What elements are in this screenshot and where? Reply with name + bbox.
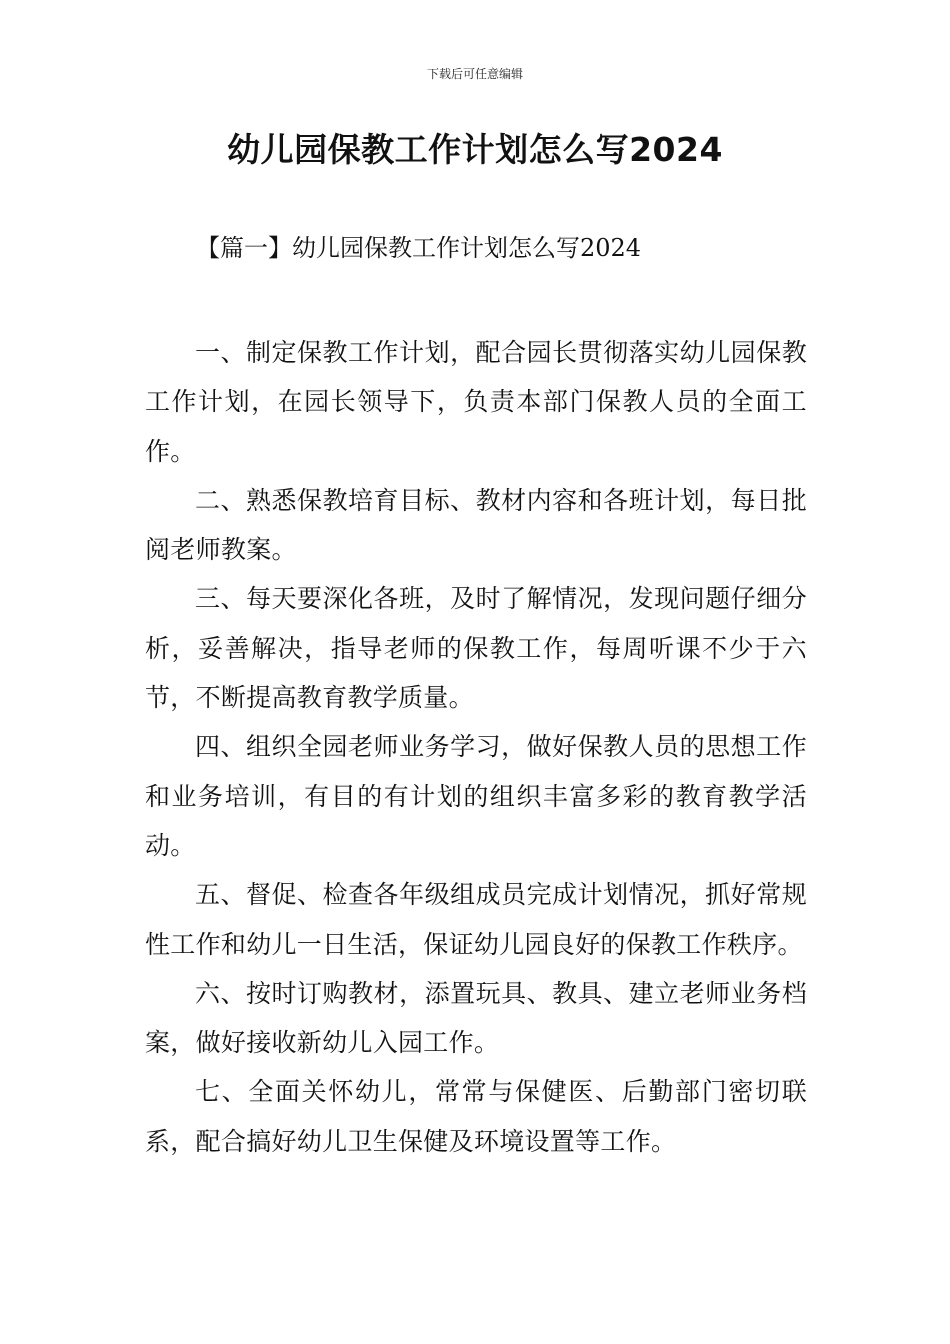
paragraph-4: 四、组织全园老师业务学习，做好保教人员的思想工作和业务培训，有目的有计划的组织丰富多彩的教育教学活动。 [145, 732, 807, 860]
document-title: 幼儿园保教工作计划怎么写2024 [227, 130, 723, 169]
paragraph-7: 七、全面关怀幼儿，常常与保健医、后勤部门密切联系，配合搞好幼儿卫生保健及环境设置等工作。 [145, 1077, 807, 1156]
section-heading: 【篇一】幼儿园保教工作计划怎么写2024 [196, 234, 642, 262]
document-body [145, 328, 807, 1166]
paragraph-5: 五、督促、检查各年级组成员完成计划情况，抓好常规性工作和幼儿一日生活，保证幼儿园良好的保教工作秩序。 [145, 880, 807, 959]
paragraph-3: 三、每天要深化各班，及时了解情况，发现问题仔细分析，妥善解决，指导老师的保教工作，每周听课不少于六节，不断提高教育教学质量。 [145, 584, 807, 713]
paragraph-1: 一、制定保教工作计划，配合园长贯彻落实幼儿园保教工作计划，在园长领导下，负责本部门保教人员的全面工作。 [145, 338, 807, 466]
paragraph-2: 二、熟悉保教培育目标、教材内容和各班计划，每日批阅老师教案。 [145, 485, 807, 565]
header-note: 下载后可任意编辑 [426, 67, 523, 81]
paragraph-6: 六、按时订购教材，添置玩具、教具、建立老师业务档案，做好接收新幼儿入园工作。 [145, 978, 807, 1058]
